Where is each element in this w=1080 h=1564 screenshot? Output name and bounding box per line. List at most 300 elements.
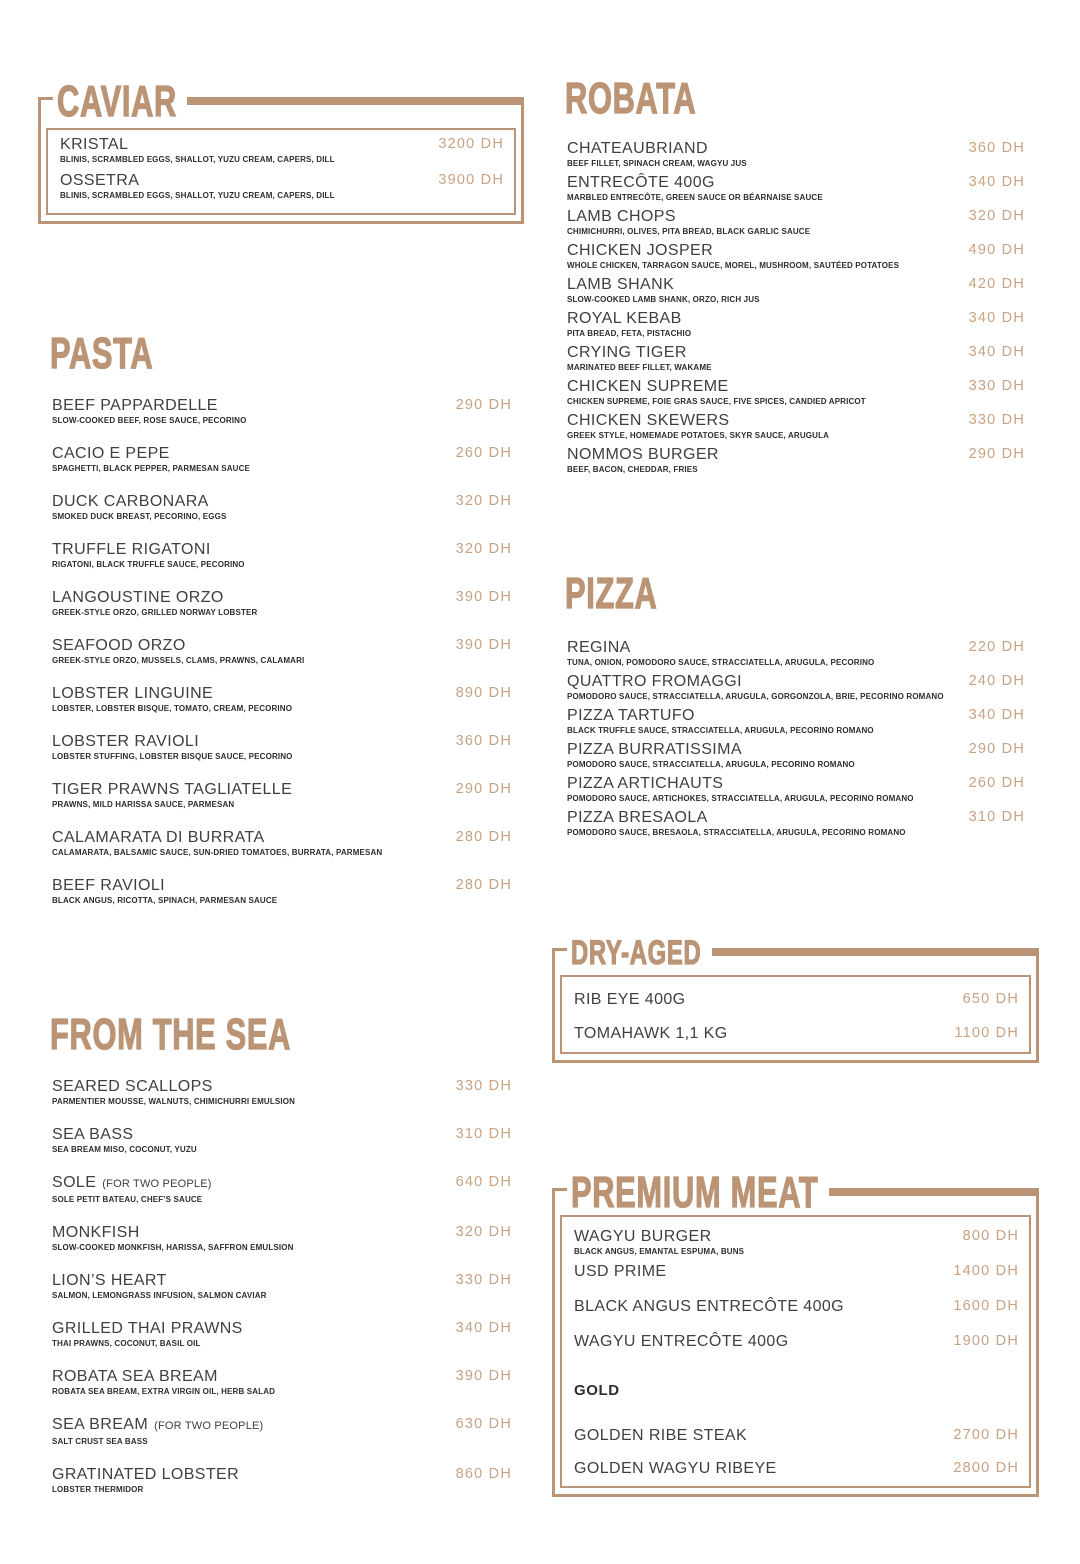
item-description: BLINIS, SCRAMBLED EGGS, SHALLOT, YUZU CREAM, CAPERS, DILL bbox=[60, 191, 335, 200]
section-from-the-sea bbox=[50, 1010, 512, 1495]
menu-item bbox=[572, 1381, 1019, 1400]
item-text bbox=[567, 774, 957, 804]
item-name-text: GOLDEN WAGYU RIBEYE bbox=[574, 1460, 777, 1477]
item-name-text: SEARED SCALLOPS bbox=[52, 1078, 213, 1095]
item-description: PRAWNS, MILD HARISSA SAUCE, PARMESAN bbox=[52, 800, 235, 809]
menu-item bbox=[565, 207, 1025, 237]
item-price: 360 DH bbox=[455, 733, 512, 749]
item-name bbox=[52, 780, 444, 799]
menu-item bbox=[565, 275, 1025, 305]
item-description: CALAMARATA, BALSAMIC SAUCE, SUN-DRIED TOMATOES, BURRATA, PARMESAN bbox=[52, 848, 383, 857]
section-title: CAVIAR bbox=[53, 80, 187, 124]
item-name-note: (FOR TWO PEOPLE) bbox=[154, 1420, 264, 1432]
item-name-text: CHATEAUBRIAND bbox=[567, 140, 708, 157]
item-price: 340 DH bbox=[968, 344, 1025, 360]
item-text bbox=[52, 1319, 444, 1349]
item-text bbox=[52, 1271, 444, 1301]
item-text bbox=[574, 1024, 942, 1043]
item-price: 320 DH bbox=[455, 1224, 512, 1240]
item-name bbox=[567, 774, 957, 793]
item-price: 320 DH bbox=[455, 541, 512, 557]
item-name bbox=[60, 135, 426, 154]
menu-item bbox=[572, 1426, 1019, 1445]
item-price: 390 DH bbox=[455, 1368, 512, 1384]
item-text bbox=[52, 1367, 444, 1397]
item-name bbox=[567, 706, 957, 725]
item-name bbox=[52, 1319, 444, 1338]
item-name bbox=[574, 1381, 1019, 1400]
section-dry-aged-box bbox=[560, 975, 1031, 1054]
item-name bbox=[52, 588, 444, 607]
header-rule bbox=[712, 951, 1039, 956]
section-title: ROBATA bbox=[565, 74, 697, 123]
item-name-text: LION’S HEART bbox=[52, 1272, 167, 1289]
item-text bbox=[52, 588, 444, 618]
section-robata bbox=[565, 74, 1025, 475]
item-description: BLACK ANGUS, EMANTAL ESPUMA, BUNS bbox=[574, 1247, 745, 1256]
item-list bbox=[572, 990, 1019, 1043]
menu-item bbox=[50, 1125, 512, 1155]
item-name-text: TOMAHAWK 1,1 KG bbox=[574, 1025, 728, 1042]
header-rule bbox=[187, 100, 524, 105]
item-text bbox=[567, 808, 957, 838]
menu-item bbox=[50, 1465, 512, 1495]
item-description: POMODORO SAUCE, ARTICHOKES, STRACCIATELLA, ARUGULA, PECORINO ROMANO bbox=[567, 794, 914, 803]
item-price: 290 DH bbox=[455, 781, 512, 797]
item-price: 650 DH bbox=[962, 991, 1019, 1007]
item-name-text: LOBSTER LINGUINE bbox=[52, 685, 214, 702]
item-name-text: REGINA bbox=[567, 639, 631, 656]
item-name bbox=[567, 139, 957, 158]
item-name bbox=[52, 1223, 444, 1242]
item-description: SLOW-COOKED MONKFISH, HARISSA, SAFFRON EMULSION bbox=[52, 1243, 294, 1252]
item-name-text: CHICKEN SUPREME bbox=[567, 378, 729, 395]
item-price: 290 DH bbox=[968, 446, 1025, 462]
menu-item bbox=[565, 706, 1025, 736]
item-text bbox=[567, 207, 957, 237]
item-name-text: MONKFISH bbox=[52, 1224, 140, 1241]
item-name-text: GRILLED THAI PRAWNS bbox=[52, 1320, 243, 1337]
menu-item bbox=[565, 377, 1025, 407]
item-text bbox=[567, 672, 957, 702]
item-description: BLACK TRUFFLE SAUCE, STRACCIATELLA, ARUGULA, PECORINO ROMANO bbox=[567, 726, 874, 735]
item-description: BEEF, BACON, CHEDDAR, FRIES bbox=[567, 465, 698, 474]
item-name-text: CACIO E PEPE bbox=[52, 445, 170, 462]
item-name bbox=[567, 377, 957, 396]
menu-item bbox=[565, 309, 1025, 339]
menu-item bbox=[58, 171, 504, 201]
menu-item bbox=[572, 1459, 1019, 1478]
item-price: 2800 DH bbox=[953, 1460, 1019, 1476]
item-name bbox=[574, 990, 951, 1009]
item-name-text: CHICKEN SKEWERS bbox=[567, 412, 730, 429]
menu-column-left bbox=[50, 0, 512, 1513]
item-description: MARINATED BEEF FILLET, WAKAME bbox=[567, 363, 712, 372]
item-price: 330 DH bbox=[455, 1272, 512, 1288]
item-name bbox=[52, 1271, 444, 1290]
menu-item bbox=[50, 1223, 512, 1253]
item-text bbox=[567, 173, 957, 203]
menu-item bbox=[50, 876, 512, 906]
item-price: 330 DH bbox=[968, 378, 1025, 394]
item-name bbox=[52, 876, 444, 895]
menu-item bbox=[572, 1262, 1019, 1281]
item-name bbox=[52, 492, 444, 511]
menu-item bbox=[565, 173, 1025, 203]
menu-item bbox=[572, 1297, 1019, 1316]
item-description: CHICKEN SUPREME, FOIE GRAS SAUCE, FIVE SPICES, CANDIED APRICOT bbox=[567, 397, 866, 406]
menu-item bbox=[50, 1173, 512, 1205]
item-description: SOLE PETIT BATEAU, CHEF’S SAUCE bbox=[52, 1195, 203, 1204]
menu-item bbox=[572, 1227, 1019, 1257]
item-name bbox=[567, 173, 957, 192]
item-text bbox=[567, 139, 957, 169]
section-premium-meat-header bbox=[567, 1168, 1039, 1217]
item-price: 280 DH bbox=[455, 877, 512, 893]
item-text bbox=[52, 876, 444, 906]
item-price: 280 DH bbox=[455, 829, 512, 845]
item-name-text: LANGOUSTINE ORZO bbox=[52, 589, 224, 606]
item-description: POMODORO SAUCE, STRACCIATELLA, ARUGULA, PECORINO ROMANO bbox=[567, 760, 855, 769]
menu-item bbox=[50, 1077, 512, 1107]
item-description: SLOW-COOKED BEEF, ROSE SAUCE, PECORINO bbox=[52, 416, 247, 425]
item-price: 1600 DH bbox=[953, 1298, 1019, 1314]
section-dry-aged-header bbox=[567, 931, 1039, 975]
menu-item bbox=[50, 1271, 512, 1301]
item-list bbox=[58, 135, 504, 201]
item-name-text: LOBSTER RAVIOLI bbox=[52, 733, 200, 750]
item-price: 2700 DH bbox=[953, 1427, 1019, 1443]
item-description: GREEK STYLE, HOMEMADE POTATOES, SKYR SAUCE, ARUGULA bbox=[567, 431, 830, 440]
item-description: ROBATA SEA BREAM, EXTRA VIRGIN OIL, HERB SALAD bbox=[52, 1387, 276, 1396]
item-price: 340 DH bbox=[968, 310, 1025, 326]
item-text bbox=[567, 275, 957, 305]
item-name bbox=[52, 1367, 444, 1386]
section-pizza bbox=[565, 569, 1025, 838]
item-name bbox=[574, 1332, 941, 1351]
menu-item bbox=[565, 139, 1025, 169]
item-text bbox=[567, 309, 957, 339]
item-description: GREEK-STYLE ORZO, GRILLED NORWAY LOBSTER bbox=[52, 608, 258, 617]
item-name bbox=[567, 445, 957, 464]
item-name bbox=[52, 684, 444, 703]
item-name bbox=[567, 638, 957, 657]
menu-item bbox=[50, 828, 512, 858]
item-price: 260 DH bbox=[455, 445, 512, 461]
menu-item bbox=[572, 1024, 1019, 1043]
item-name-text: ROYAL KEBAB bbox=[567, 310, 682, 327]
item-price: 340 DH bbox=[455, 1320, 512, 1336]
menu-item bbox=[50, 444, 512, 474]
item-name bbox=[52, 1173, 444, 1194]
item-name bbox=[52, 444, 444, 463]
item-name-text: SOLE bbox=[52, 1174, 97, 1191]
section-title: FROM THE SEA bbox=[50, 1010, 292, 1059]
item-description: BLACK ANGUS, RICOTTA, SPINACH, PARMESAN SAUCE bbox=[52, 896, 278, 905]
item-text bbox=[60, 171, 426, 201]
item-text bbox=[52, 1223, 444, 1253]
item-name-text: BLACK ANGUS ENTRECÔTE 400G bbox=[574, 1298, 845, 1315]
item-name-text: NOMMOS BURGER bbox=[567, 446, 719, 463]
item-price: 800 DH bbox=[962, 1228, 1019, 1244]
item-name-text: DUCK CARBONARA bbox=[52, 493, 209, 510]
section-caviar bbox=[38, 77, 524, 224]
item-price: 860 DH bbox=[455, 1466, 512, 1482]
menu-item bbox=[565, 672, 1025, 702]
item-price: 310 DH bbox=[455, 1126, 512, 1142]
item-name bbox=[574, 1262, 941, 1281]
item-text bbox=[52, 540, 444, 570]
menu-item bbox=[50, 540, 512, 570]
section-pasta bbox=[50, 329, 512, 906]
item-description: SPAGHETTI, BLACK PEPPER, PARMESAN SAUCE bbox=[52, 464, 251, 473]
item-list bbox=[572, 1227, 1019, 1478]
menu-item bbox=[50, 492, 512, 522]
item-text bbox=[52, 444, 444, 474]
item-name-text: PIZZA ARTICHAUTS bbox=[567, 775, 724, 792]
item-text bbox=[574, 1426, 941, 1445]
item-text bbox=[574, 1459, 941, 1478]
item-price: 1900 DH bbox=[953, 1333, 1019, 1349]
item-text bbox=[567, 241, 957, 271]
menu-item bbox=[565, 241, 1025, 271]
menu-item bbox=[58, 135, 504, 165]
menu-item bbox=[50, 396, 512, 426]
item-text bbox=[567, 638, 957, 668]
item-description: SMOKED DUCK BREAST, PECORINO, EGGS bbox=[52, 512, 227, 521]
item-name bbox=[567, 411, 957, 430]
menu-item bbox=[50, 780, 512, 810]
item-name-text: WAGYU ENTRECÔTE 400G bbox=[574, 1333, 789, 1350]
item-name-text: SEAFOOD ORZO bbox=[52, 637, 186, 654]
item-description: SALMON, LEMONGRASS INFUSION, SALMON CAVIAR bbox=[52, 1291, 267, 1300]
item-name bbox=[567, 672, 957, 691]
menu-item bbox=[565, 808, 1025, 838]
item-description: RIGATONI, BLACK TRUFFLE SAUCE, PECORINO bbox=[52, 560, 245, 569]
item-price: 890 DH bbox=[455, 685, 512, 701]
item-text bbox=[574, 1227, 951, 1257]
item-name bbox=[52, 540, 444, 559]
item-description: SEA BREAM MISO, COCONUT, YUZU bbox=[52, 1145, 197, 1154]
item-name bbox=[574, 1459, 941, 1478]
item-name-text: GOLDEN RIBE STEAK bbox=[574, 1427, 748, 1444]
item-name bbox=[52, 636, 444, 655]
item-text bbox=[60, 135, 426, 165]
item-text bbox=[567, 377, 957, 407]
menu-column-right bbox=[565, 0, 1025, 1497]
item-text bbox=[52, 732, 444, 762]
section-premium-meat bbox=[552, 1168, 1039, 1497]
item-name-text: PIZZA BURRATISSIMA bbox=[567, 741, 742, 758]
item-price: 630 DH bbox=[455, 1416, 512, 1432]
item-name-note: (FOR TWO PEOPLE) bbox=[102, 1178, 212, 1190]
menu-item bbox=[565, 411, 1025, 441]
item-text bbox=[574, 1262, 941, 1281]
item-name-text: ROBATA SEA BREAM bbox=[52, 1368, 218, 1385]
item-name bbox=[567, 343, 957, 362]
item-list bbox=[565, 638, 1025, 838]
item-description: MARBLED ENTRECÔTE, GREEN SAUCE OR BÉARNAISE SAUCE bbox=[567, 193, 823, 202]
section-dry-aged bbox=[552, 934, 1039, 1063]
item-name-text: CALAMARATA DI BURRATA bbox=[52, 829, 265, 846]
item-price: 340 DH bbox=[968, 174, 1025, 190]
item-text bbox=[52, 684, 444, 714]
item-name bbox=[567, 275, 957, 294]
item-name-text: OSSETRA bbox=[60, 172, 140, 189]
item-price: 1100 DH bbox=[954, 1025, 1019, 1041]
menu-item bbox=[50, 588, 512, 618]
item-name-text: LAMB SHANK bbox=[567, 276, 675, 293]
item-description: POMODORO SAUCE, STRACCIATELLA, ARUGULA, GORGONZOLA, BRIE, PECORINO ROMANO bbox=[567, 692, 944, 701]
item-name-text: SEA BASS bbox=[52, 1126, 134, 1143]
item-name-text: BEEF RAVIOLI bbox=[52, 877, 165, 894]
item-name bbox=[574, 1024, 942, 1043]
menu-item bbox=[50, 636, 512, 666]
item-text bbox=[52, 636, 444, 666]
item-text bbox=[574, 990, 951, 1009]
item-text bbox=[574, 1297, 941, 1316]
item-price: 220 DH bbox=[968, 639, 1025, 655]
item-name-text: BEEF PAPPARDELLE bbox=[52, 397, 218, 414]
item-text bbox=[567, 411, 957, 441]
item-price: 3200 DH bbox=[438, 136, 504, 152]
item-name bbox=[52, 1077, 444, 1096]
menu-item bbox=[50, 684, 512, 714]
menu-item bbox=[572, 990, 1019, 1009]
section-premium-meat-box bbox=[560, 1215, 1031, 1488]
item-name-text: GRATINATED LOBSTER bbox=[52, 1466, 240, 1483]
item-price: 390 DH bbox=[455, 589, 512, 605]
item-description: BLINIS, SCRAMBLED EGGS, SHALLOT, YUZU CREAM, CAPERS, DILL bbox=[60, 155, 335, 164]
menu-item bbox=[565, 638, 1025, 668]
menu-item bbox=[50, 1319, 512, 1349]
item-price: 330 DH bbox=[455, 1078, 512, 1094]
item-name bbox=[52, 396, 444, 415]
item-description: POMODORO SAUCE, BRESAOLA, STRACCIATELLA, ARUGULA, PECORINO ROMANO bbox=[567, 828, 906, 837]
item-description: CHIMICHURRI, OLIVES, PITA BREAD, BLACK GARLIC SAUCE bbox=[567, 227, 811, 236]
item-name bbox=[60, 171, 426, 190]
item-price: 340 DH bbox=[968, 707, 1025, 723]
item-name bbox=[52, 732, 444, 751]
section-caviar-box bbox=[46, 128, 516, 215]
item-name bbox=[52, 1415, 444, 1436]
item-name-text: WAGYU BURGER bbox=[574, 1228, 712, 1245]
section-title: PASTA bbox=[50, 329, 154, 378]
item-name-text: GOLD bbox=[574, 1382, 620, 1399]
item-name-text: PIZZA TARTUFO bbox=[567, 707, 695, 724]
menu-item bbox=[50, 732, 512, 762]
item-name bbox=[567, 808, 957, 827]
item-description: LOBSTER, LOBSTER BISQUE, TOMATO, CREAM, PECORINO bbox=[52, 704, 293, 713]
item-price: 310 DH bbox=[968, 809, 1025, 825]
item-list bbox=[50, 396, 512, 906]
item-text bbox=[52, 1173, 444, 1205]
item-description: LOBSTER THERMIDOR bbox=[52, 1485, 144, 1494]
item-text bbox=[52, 1465, 444, 1495]
item-text bbox=[52, 828, 444, 858]
item-description: SALT CRUST SEA BASS bbox=[52, 1437, 148, 1446]
item-name bbox=[567, 309, 957, 328]
item-text bbox=[567, 343, 957, 373]
item-text bbox=[574, 1381, 1019, 1400]
item-name-text: KRISTAL bbox=[60, 136, 129, 153]
item-name-text: CRYING TIGER bbox=[567, 344, 687, 361]
item-price: 330 DH bbox=[968, 412, 1025, 428]
item-name bbox=[574, 1227, 951, 1246]
item-name bbox=[52, 1465, 444, 1484]
item-price: 320 DH bbox=[455, 493, 512, 509]
item-text bbox=[52, 396, 444, 426]
item-price: 390 DH bbox=[455, 637, 512, 653]
section-title: DRY-AGED bbox=[567, 931, 712, 975]
section-title: PREMIUM MEAT bbox=[567, 1171, 829, 1215]
item-name bbox=[567, 207, 957, 226]
item-name-text: QUATTRO FROMAGGI bbox=[567, 673, 742, 690]
item-description: PARMENTIER MOUSSE, WALNUTS, CHIMICHURRI EMULSION bbox=[52, 1097, 296, 1106]
item-price: 290 DH bbox=[455, 397, 512, 413]
item-name bbox=[574, 1297, 941, 1316]
item-name-text: TIGER PRAWNS TAGLIATELLE bbox=[52, 781, 293, 798]
menu-item bbox=[50, 1415, 512, 1447]
item-text bbox=[567, 706, 957, 736]
item-price: 290 DH bbox=[968, 741, 1025, 757]
section-caviar-header bbox=[53, 77, 524, 126]
item-description: SLOW-COOKED LAMB SHANK, ORZO, RICH JUS bbox=[567, 295, 760, 304]
item-text bbox=[52, 492, 444, 522]
item-text bbox=[52, 780, 444, 810]
item-name-text: RIB EYE 400G bbox=[574, 991, 686, 1008]
item-text bbox=[52, 1415, 444, 1447]
item-description: TUNA, ONION, POMODORO SAUCE, STRACCIATELLA, ARUGULA, PECORINO bbox=[567, 658, 875, 667]
item-name-text: ENTRECÔTE 400G bbox=[567, 174, 715, 191]
menu-item bbox=[565, 343, 1025, 373]
item-name bbox=[574, 1426, 941, 1445]
item-price: 240 DH bbox=[968, 673, 1025, 689]
item-name-text: CHICKEN JOSPER bbox=[567, 242, 714, 259]
item-description: WHOLE CHICKEN, TARRAGON SAUCE, MOREL, MUSHROOM, SAUTÉED POTATOES bbox=[567, 261, 900, 270]
item-text bbox=[52, 1077, 444, 1107]
item-price: 360 DH bbox=[968, 140, 1025, 156]
item-price: 420 DH bbox=[968, 276, 1025, 292]
item-description: THAI PRAWNS, COCONUT, BASIL OIL bbox=[52, 1339, 201, 1348]
item-price: 490 DH bbox=[968, 242, 1025, 258]
item-name-text: USD PRIME bbox=[574, 1263, 667, 1280]
item-description: GREEK-STYLE ORZO, MUSSELS, CLAMS, PRAWNS, CALAMARI bbox=[52, 656, 305, 665]
item-name bbox=[52, 828, 444, 847]
item-price: 320 DH bbox=[968, 208, 1025, 224]
item-text bbox=[52, 1125, 444, 1155]
menu-item bbox=[50, 1367, 512, 1397]
item-description: PITA BREAD, FETA, PISTACHIO bbox=[567, 329, 692, 338]
item-list bbox=[565, 139, 1025, 475]
item-text bbox=[567, 445, 957, 475]
item-text bbox=[567, 740, 957, 770]
menu-item bbox=[572, 1332, 1019, 1351]
item-name bbox=[567, 740, 957, 759]
menu-item bbox=[565, 740, 1025, 770]
item-description: LOBSTER STUFFING, LOBSTER BISQUE SAUCE, PECORINO bbox=[52, 752, 293, 761]
item-name-text: SEA BREAM bbox=[52, 1416, 149, 1433]
section-title: PIZZA bbox=[565, 569, 658, 618]
item-text bbox=[574, 1332, 941, 1351]
item-name-text: PIZZA BRESAOLA bbox=[567, 809, 708, 826]
item-description: BEEF FILLET, SPINACH CREAM, WAGYU JUS bbox=[567, 159, 747, 168]
item-price: 1400 DH bbox=[953, 1263, 1019, 1279]
item-price: 260 DH bbox=[968, 775, 1025, 791]
item-price: 3900 DH bbox=[438, 172, 504, 188]
item-price: 640 DH bbox=[455, 1174, 512, 1190]
item-list bbox=[50, 1077, 512, 1495]
